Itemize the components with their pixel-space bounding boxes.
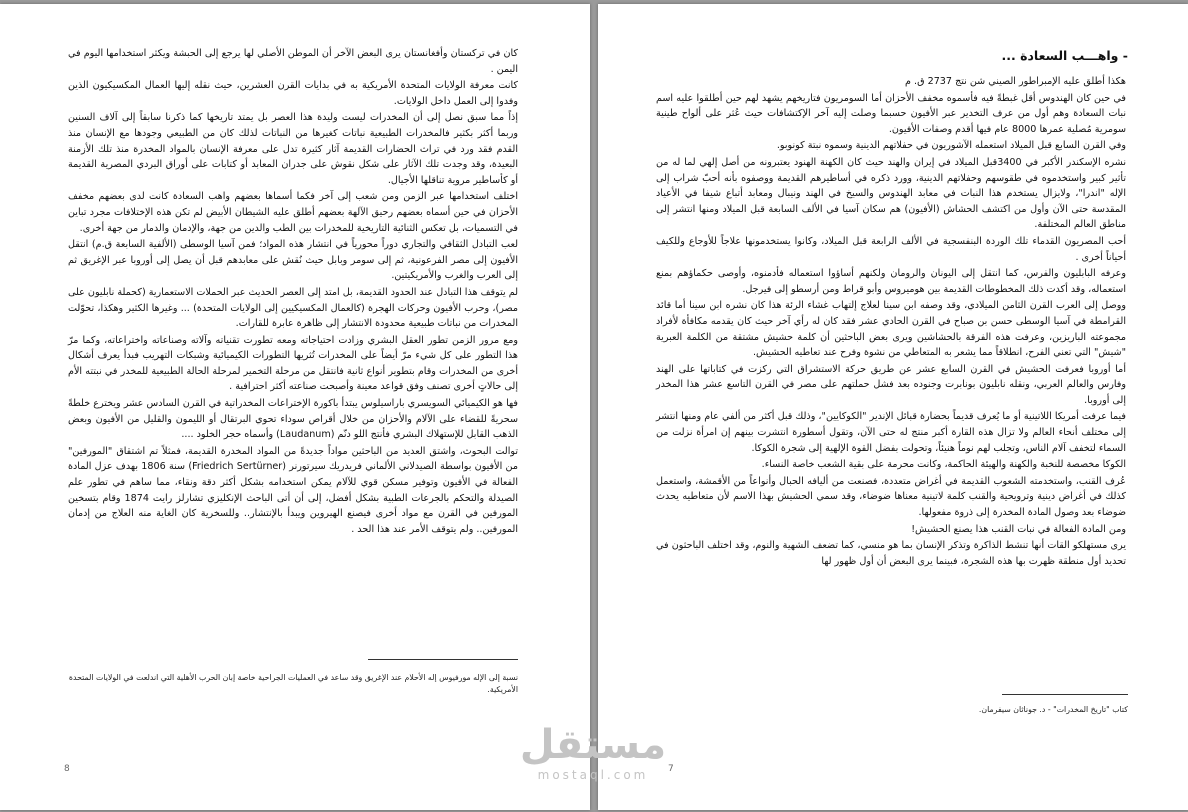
left-page-body	[68, 46, 518, 538]
paragraph: كان في تركستان وأفغانستان يرى البعض الآخر أن الموطن الأصلي لها يرجع إلى الحبشة ويكثر استخدامها اليوم في اليمن .	[68, 48, 518, 75]
paragraph: في حين كان الهندوس أقل غبطةً فيه فأسموه مخفف الأحزان أما السومريون فتاريخهم يشهد لهم حين أطلقوا عليه اسم نبات السعادة وهم أول من عرف التخدير عبر الأفيون حسبما وصلت إليه آخر الإكتشافات حيث عُثر على ألواح طينية سومرية مُصلية عمرها 8000 عام فيها أقدم وصفات الأفيون.	[656, 92, 1126, 135]
paragraph: كانت معرفة الولايات المتحدة الأمريكية به في بدايات القرن العشرين، حيث نقله إليها العمال المكسيكيون الذين وفدوا إلى العمل داخل الولايات.	[68, 80, 518, 107]
paragraph: هكذا أطلق عليه الإمبراطور الصيني شن نتج 2737 ق. م	[905, 76, 1126, 87]
paragraph: اختلف استخدامها عبر الزمن ومن شعب إلى آخر فكما أسماها بعضهم واهب السعادة كانت لدى بعضهم مخفف الأحزان في حين أسماه بعضهم رحيق الآلهة بعضهم أطلق عليه الشيطان الأبيض لم تكن هذه الإختلافات مجرد تباين في التسميات، بل تعكس الثنائية التاريخية للمخدرات بين الطب والدين من جهة، والإدمان والدمار من جهة أخرى.	[68, 191, 518, 234]
paragraph: ووصل إلى العرب القرن الثامن الميلادي، وقد وصفه ابن سينا لعلاج إلتهاب غشاء الرئة هذا كان نشره ابن سينا أما قائد القرامطة في آسيا الوسطى حسن بن صباح في القرن الحادي عشر فقد كان له رأي آخر حيث كان يقدمه مكافأة لأفراد مجموعته الباريزين، وعرفت هذه الفرقة بالحشاشين ويرى بعض الباحثين أن كلمة حشيش مشتقة من الكلمة العبرية "شيش" التي تعني الفرح، انطلاقاً مما يشعر به المتعاطي من نشوة وفرح عند تعاطيه الحشيش.	[656, 300, 1126, 359]
mostaql-watermark-logo	[498, 722, 688, 782]
left-page	[0, 4, 590, 810]
footnote-rule	[368, 659, 518, 660]
footnote-rule	[1002, 694, 1128, 695]
paragraph: وعرفه البابليون والفرس، كما انتقل إلى اليونان والرومان ولكنهم أساؤوا استعماله فأدمنوه، وأوصى حكماؤهم بمنع استعماله، وقد أكدت ذلك المخطوطات القديمة بين هوميروس وأبو قراط ومن أرسطو إلى فيرجل.	[656, 268, 1126, 295]
chapter-heading: - واهـــب السعادة ...	[1001, 48, 1128, 63]
paragraph: ومن المادة الفعالة في نبات القنب هذا يصنع الحشيش!	[911, 523, 1126, 535]
paragraph: توالت البحوث، واشتق العديد من الباحثين مواداً جديدةً من المواد المخدرة القديمة، فمثلاً تم اشتقاق "المورفين" من الأفيون بواسطة الصيدلاني الألماني فريدريك سيرتورنر (Friedrich Sertürner) سنة 1806 بهدف عزل المادة الفعالة في الأفيون وتوفير مسكن قوي للآلام يمكن استخدامه بشكل أكثر دقة ونقاء، مما ساهم في تطور علم الصيدلة والتحكم بالجرعات الطبية بشكل أفضل، إلى أن أتى الباحث الإنكليزي تشارلز رايت 1874 وقام بتسخين المورفين في القرن مع مواد أخرى فيصنع الهيروين ويبدأ بالإنتشار.. وللسخرية كان الغاية منه العلاج من إدمان المورفين.. ولم يتوقف الأمر عند هذا الحد .	[68, 445, 518, 535]
paragraph: فيما عرفت أمريكا اللاتينية أو ما يُعرف قديماً بحضارة قبائل الإندير "الكوكايين"، وذلك قبل أكثر من ألفي عام ومنها انتشر إلى مختلف أنحاء العالم ولا تزال هذه القارة أكبر منتج له حتى الآن، وتقول أسطورة انتشرت بينهم إن امرأة نزلت من السماء لتخفف آلام الناس، وتجلب لهم نوماً هنيئاً، وتحولت بفضل القوة الإلهية إلى شجرة الكوكا.	[656, 411, 1126, 454]
right-page	[598, 4, 1188, 810]
page-number: 8	[64, 764, 70, 774]
paragraph: ومع مرور الزمن تطور العقل البشري وزادت احتياجاته ومعه تطورت تقنياته وآلاته وصناعاته واختراعاته، وكما مرّ هذا التطور على كل شيء مرّ أيضاً على المخدرات تُثريها التطورات الكيميائية وشبكات التهريب فبدأ يعرف أشكال أخرى من المخدرات وقام بتطوير أنواع ثانية فانتقل من مرحلة التخمير لمرحلة الحالة الطبيعية للمخدر في نبتته الأم إلى حالاتٍ أخرى تصنف وفق قواعد معينة وأصبحت صناعته أكثر احترافية .	[68, 334, 518, 393]
right-page-body	[656, 74, 1126, 570]
paragraph: وفي القرن السابع قبل الميلاد استعمله الآشوريون في حفلاتهم الدينية وسموه نبتة كونوبو.	[776, 140, 1126, 152]
paragraph: لم يتوقف هذا التبادل عند الحدود القديمة، بل امتد إلى العصر الحديث عبر الحملات الاستعمارية (كحملة نابليون على مصر)، وحرب الأفيون وحركات الهجرة (كالعمال المكسيكيين إلى الولايات المتحدة) ... وغيرها الكثير وهكذا، تحوّلت المخدرات من نباتات طبيعية محدودة الانتشار إلى ظاهرة عابرة للقارات.	[67, 286, 518, 330]
paragraph: عُرف القنب، واستخدمته الشعوب القديمة في أغراض متعددة، فصنعت من أليافه الحبال وأنواعاً من الأقمشة، واستعمل كذلك في أغراض دينية وترويحية والقنب كلمة لاتينية معناها ضوضاء، وقد سمي الحشيش بهذا الاسم لأن متعاطيه يحدث ضوضاء بعد وصول المادة المخدرة إلى ذروة مفعولها.	[656, 475, 1126, 519]
footnote: كتاب "تاريخ المخدرات" - د. جوناثان سيفرمان.	[978, 705, 1128, 714]
paragraph: أحب المصريون القدماء تلك الوردة البنفسجية في الألف الرابعة قبل الميلاد، وكانوا يستخدمونها علاجاً للأوجاع وللكيف أحياناً أخرى .	[656, 235, 1126, 263]
watermark-latin-text: mostaql.com	[537, 768, 649, 782]
paragraph: فها هو الكيميائي السويسري باراسيلوس يبتدأ باكورة الإختراعات المخدراتية في القرن السادس عشر ويخترع خلطةً سحريةً للقضاء على الآلام والأحزان من خلال أقراص سوداء تحوي البرتقال أو الليمون والقليل من الأفيون وبعض الذهب القابل للإستهلاك البشري فأنتج اللو دنّم (Laudanum) وأسماه حجر الخلود ....	[68, 398, 518, 441]
paragraph: يرى مستهلكو القات أنها تنشط الذاكرة وتذكر الإنسان بما هو منسي، كما تضعف الشهية والنوم، وقد اختلف الباحثون في تحديد أول منطقة ظهرت بها هذه الشجرة، فبينما يرى البعض أن أول ظهور لها	[656, 540, 1126, 567]
page-number: 7	[668, 764, 674, 774]
paragraph: نشره الإسكندر الأكبر في 3400قبل الميلاد في إيران والهند حيث كان الكهنة الهنود يعتبرونه من أصل إلهي لما له من تأثير كبير واستخدموه في طقوسهم وحفلاتهم الدينية، وورد ذكره في أساطيرهم القديمة ووصفوه بأنه أحبّ شراب إلى الإله "اندرا"، ولايزال يستخدم هذا النبات في معابد الهندوس والسيخ في الهند ونيبال ومعابد أتباع شيفا في الأعياد المقدسة حتى الآن وأول من اكتشف الحشاش (الأفيون) هم سكان آسيا في الألف السابعة قبل الميلاد ومنها انتشر إلى مناطق العالم المختلفة.	[656, 156, 1126, 231]
paragraph: لعب التبادل الثقافي والتجاري دوراً محورياً في انتشار هذه المواد؛ فمن آسيا الوسطى (الألفية السابعة ق.م) انتقل الأفيون إلى مصر الفرعونية، ثم إلى سومر وبابل حيث نُقش على معابدهم قبل أن يصل إلى أوروبا عبر الإغريق ثم إلى العرب والغرب والأمريكيتين.	[68, 239, 518, 282]
paragraph: الكوكا مخصصة للنخبة والكهنة والهيئة الحاكمة، وكانت محرمة على بقية الشعب خاصة النساء.	[761, 459, 1126, 471]
watermark-arabic-text: مستقل	[519, 722, 667, 768]
paragraph: إذاً مما سبق نصل إلى أن المخدرات ليست وليدة هذا العصر بل يمتد تاريخها كما ذكرنا سابقاً إلى آلاف السنين وربما أكثر بكثير فالمخدرات الطبيعية نباتات كغيرها من النباتات لذلك كان من الطبيعي وجودها مع الإنسان منذ القدم فقد ورد في تراث الحضارات القديمة آثار كثيرة تدل على معرفة الإنسان بالمواد المخدرة منذ تلك الأزمنة البعيدة، وقد وجدت تلك الآثار على شكل نقوش على جدران المعابد أو كتابات على أوراق البردي المصرية القديمة أو كأساطير مروية تناقلها الأجيال.	[68, 112, 518, 186]
footnote: نسبة إلى الإله مورفيوس إله الأحلام عند الإغريق وقد ساعد في العمليات الجراحية خاصة إبان الحرب الأهلية التي اندلعت في الولايات المتحدة الأمريكية.	[68, 673, 518, 694]
paragraph: أما أوروبا فعرفت الحشيش في القرن السابع عشر عن طريق حركة الاستشراق التي ركزت في كتاباتها على الهند وفارس والعالم العربي، ونقله نابليون بونابرت وجنوده بعد فشل حملتهم على مصر في القرن التاسع عشر هذا المخدر إلى أوروبا.	[656, 363, 1126, 406]
